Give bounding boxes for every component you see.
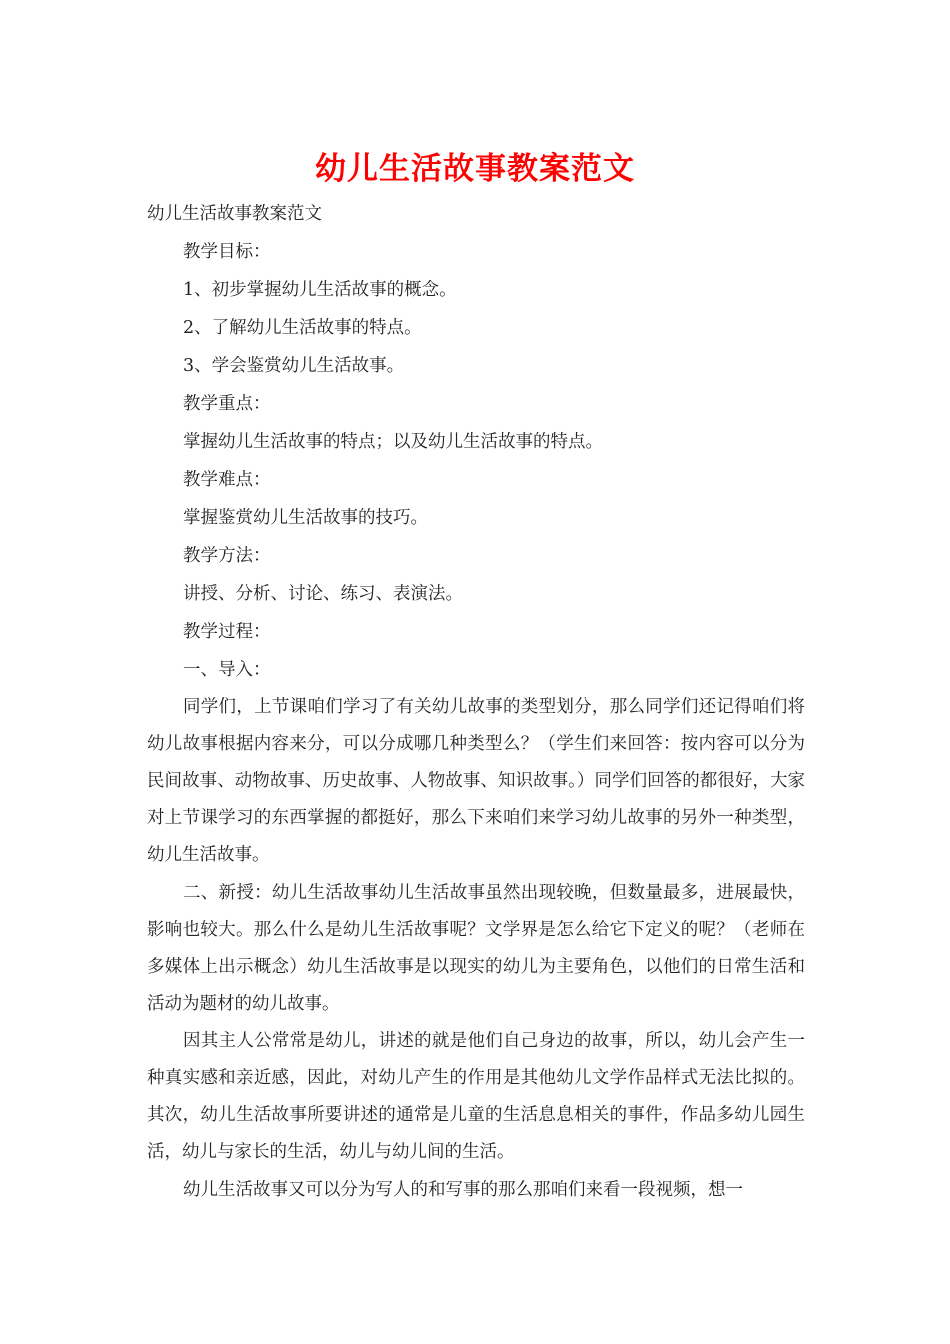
key-points-text: 掌握幼儿生活故事的特点；以及幼儿生活故事的特点。 <box>183 432 603 452</box>
goal-item-2: 2、了解幼儿生活故事的特点。 <box>183 318 422 338</box>
methods-text: 讲授、分析、讨论、练习、表演法。 <box>183 584 463 604</box>
document-title: 幼儿生活故事教案范文 <box>315 151 635 187</box>
paragraph-reasons: 因其主人公常常是幼儿，讲述的就是他们自己身边的故事，所以，幼儿会产生一种真实感和亲近感，因此，对幼儿产生的作用是其他幼儿文学作品样式无法比拟的。其次，幼儿生活故事所要讲述的通常是儿童的生活息息相关的事件，作品多幼儿园生活，幼儿与家长的生活，幼儿与幼儿间的生活。 <box>147 1031 805 1162</box>
difficulties-text: 掌握鉴赏幼儿生活故事的技巧。 <box>183 508 428 528</box>
paragraph-new-lesson: 二、新授：幼儿生活故事幼儿生活故事虽然出现较晚，但数量最多，进展最快，影响也较大。那么什么是幼儿生活故事呢？文学界是怎么给它下定义的呢？（老师在多媒体上出示概念）幼儿生活故事是以现实的幼儿为主要角色，以他们的日常生活和活动为题材的幼儿故事。 <box>147 882 805 1014</box>
section-heading-intro: 一、导入： <box>183 660 271 680</box>
section-heading-key-points: 教学重点： <box>183 394 271 414</box>
section-heading-goals: 教学目标： <box>183 242 271 262</box>
section-heading-process: 教学过程： <box>183 622 271 642</box>
document-body <box>147 195 805 1209</box>
section-heading-difficulties: 教学难点： <box>183 470 271 490</box>
paragraph-types: 幼儿生活故事又可以分为写人的和写事的那么那咱们来看一段视频，想一 <box>183 1179 743 1200</box>
paragraph-intro: 同学们，上节课咱们学习了有关幼儿故事的类型划分，那么同学们还记得咱们将幼儿故事根据内容来分，可以分成哪几种类型么？（学生们来回答：按内容可以分为民间故事、动物故事、历史故事、人物故事、知识故事。）同学们回答的都很好，大家对上节课学习的东西掌握的都挺好，那么下来咱们来学习幼儿故事的另外一种类型，幼儿生活故事。 <box>147 697 805 865</box>
document-subtitle: 幼儿生活故事教案范文 <box>147 204 322 224</box>
goal-item-3: 3、学会鉴赏幼儿生活故事。 <box>183 356 405 376</box>
section-heading-methods: 教学方法： <box>183 546 271 566</box>
goal-item-1: 1、初步掌握幼儿生活故事的概念。 <box>183 280 457 300</box>
